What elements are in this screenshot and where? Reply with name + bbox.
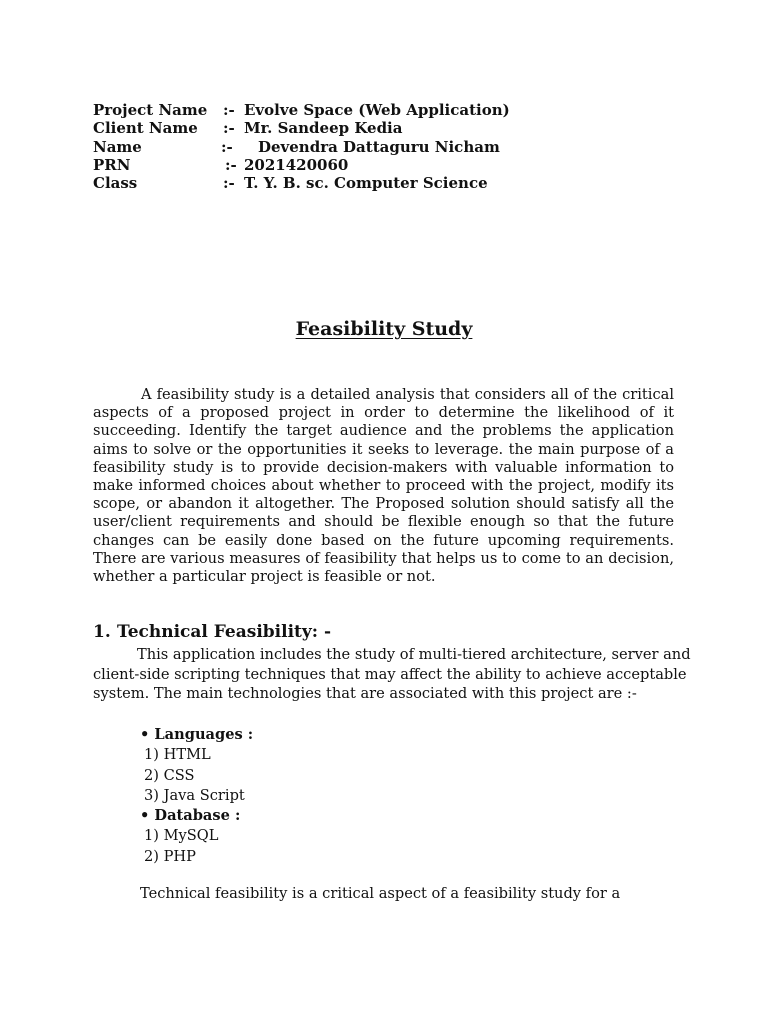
list-item: 2) CSS bbox=[144, 766, 195, 784]
info-label: Project Name bbox=[93, 101, 208, 119]
languages-label: • Languages : bbox=[140, 726, 254, 743]
technology-list bbox=[140, 725, 253, 867]
info-label: PRN bbox=[93, 155, 131, 174]
list-item: 2) PHP bbox=[144, 847, 196, 865]
list-item: 1) MySQL bbox=[144, 827, 219, 845]
info-separator: :- bbox=[221, 137, 233, 156]
info-value: T. Y. B. sc. Computer Science bbox=[244, 174, 488, 193]
closing-paragraph: Technical feasibility is a critical aspect of a feasibility study for a bbox=[140, 885, 621, 902]
info-value: Evolve Space (Web Application) bbox=[244, 101, 510, 119]
technical-paragraph: This application includes the study of multi-tiered architecture, server and client-side scripting techniques that may affect the ability to achieve acceptable system. The main technologies that are associated with this project are :- bbox=[93, 646, 691, 703]
intro-paragraph: A feasibility study is a detailed analysis that considers all of the critical aspects of a proposed project in order to determine the likelihood of it succeeding. Identify the target audience and the problems the application aims to solve or the opportunities it seeks to leverage. the main purpose of a feasibility study is to provide decision-makers with valuable information to make informed choices about whether to proceed with the project, modify its scope, or abandon it altogether. The Proposed solution should satisfy all the user/client requirements and should be flexible enough so that the future changes can be easily done based on the future upcoming requirements. There are various measures of feasibility that helps us to come to an decision, whether a particular project is feasible or not. bbox=[93, 386, 674, 586]
info-separator: :- bbox=[223, 119, 235, 138]
info-value: Devendra Dattaguru Nicham bbox=[258, 137, 500, 156]
page-title: Feasibility Study bbox=[295, 318, 473, 340]
info-label: Name bbox=[93, 137, 142, 156]
info-separator: :- bbox=[223, 174, 235, 193]
info-label: Client Name bbox=[93, 119, 198, 138]
info-separator: :- bbox=[223, 101, 235, 119]
database-label: • Database : bbox=[140, 807, 241, 825]
section-heading-text: Technical Feasibility: - bbox=[117, 622, 332, 642]
info-separator: :- bbox=[225, 155, 237, 174]
info-label: Class bbox=[93, 174, 138, 193]
info-value: Mr. Sandeep Kedia bbox=[244, 119, 403, 138]
list-item: 1) HTML bbox=[144, 746, 211, 764]
list-item: 3) Java Script bbox=[144, 786, 245, 804]
section-number: 1. bbox=[93, 622, 111, 642]
section-heading-technical-feasibility bbox=[93, 622, 331, 642]
info-value: 2021420060 bbox=[244, 155, 349, 174]
